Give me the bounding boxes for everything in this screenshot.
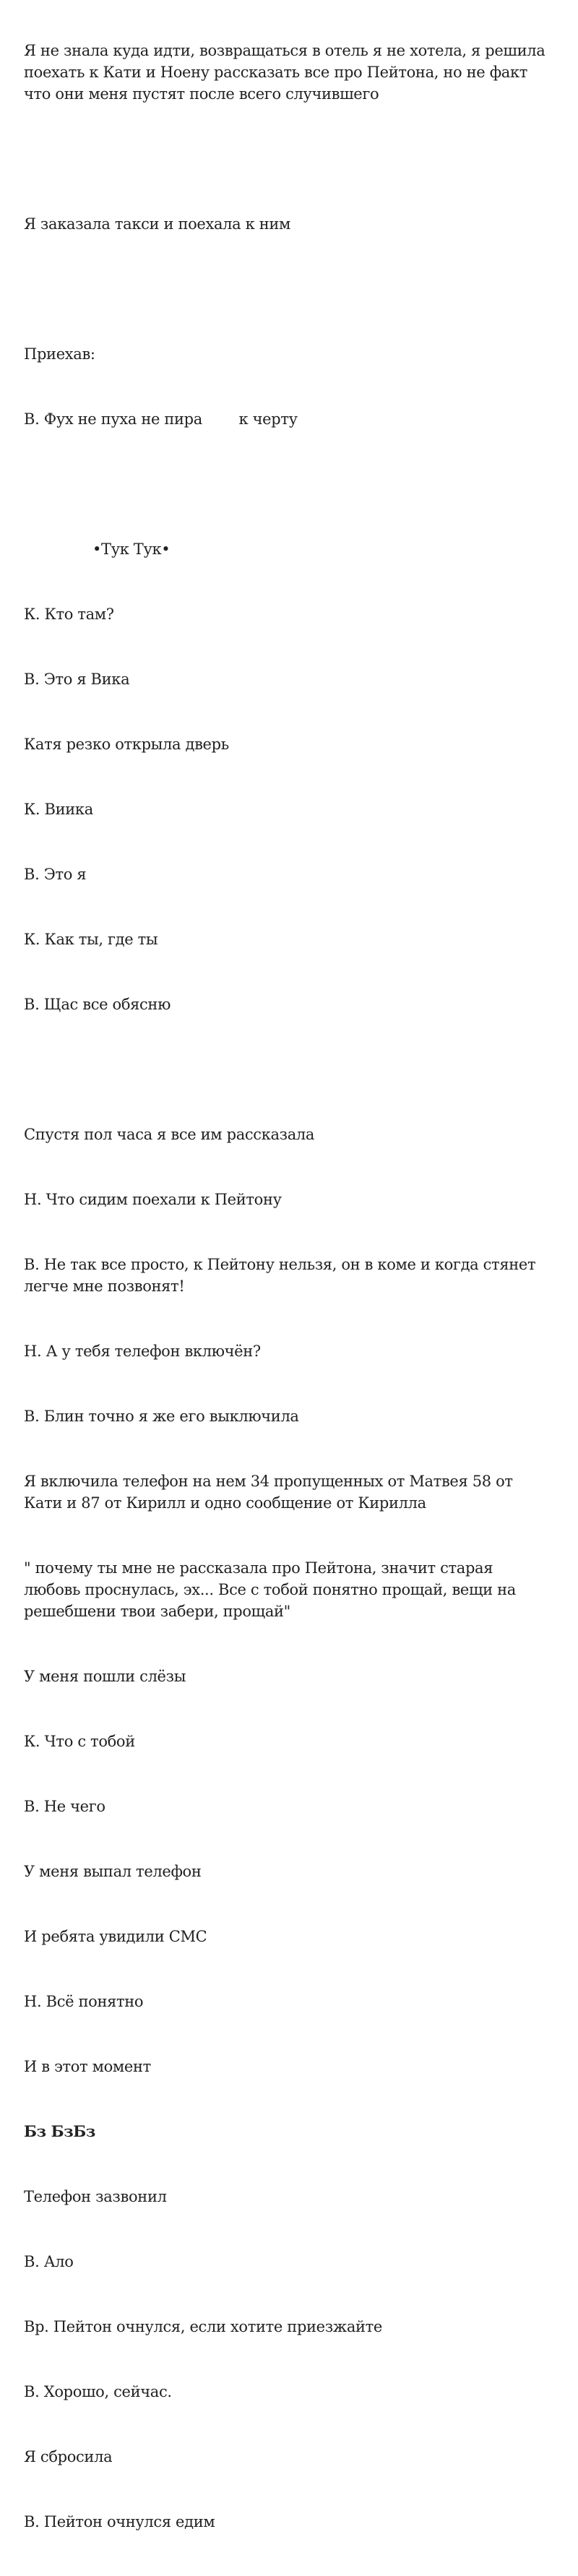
- dialogue-line: К. Виика: [24, 801, 93, 818]
- dialogue-line: В. Пейтон очнулся едим: [24, 2513, 215, 2530]
- blank-line: [24, 148, 551, 170]
- dialogue-line: Н. Всё понятно: [24, 1993, 144, 2010]
- dialogue-line: В. Ало: [24, 2253, 74, 2270]
- dialogue-line: В. Это я Вика: [24, 671, 130, 688]
- text-line: Я заказала такси и поехала к ним: [24, 215, 291, 233]
- text-line: Приехав:: [24, 345, 95, 363]
- text-line: У меня выпал телефон: [24, 1863, 202, 1880]
- text-line: Я сбросила: [24, 2448, 113, 2465]
- sound-effect-line: •Тук Тук•: [92, 540, 171, 558]
- text-line: И ребята увидили СМС: [24, 1928, 207, 1945]
- text-line: Катя резко открыла дверь: [24, 736, 229, 753]
- blank-line: [24, 473, 551, 495]
- story-text: [24, 0, 551, 2576]
- text-line: Я включила телефон на нем 34 пропущенных от Матвея 58 от Кати и 87 от Кирилл и одно сообщение от Кирилла: [24, 1473, 517, 1512]
- dialogue-line: К. Как ты, где ты: [24, 931, 158, 948]
- dialogue-line: В. Не так все просто, к Пейтону нельзя, он в коме и когда стянет легче мне позвонят!: [24, 1256, 540, 1295]
- dialogue-line: Вр. Пейтон очнулся, если хотите приезжайте: [24, 2318, 382, 2335]
- dialogue-line: В. Фух не пуха не пира к черту: [24, 410, 298, 428]
- text-line: И в этот момент: [24, 2058, 151, 2075]
- dialogue-line: Н. А у тебя телефон включён?: [24, 1343, 261, 1360]
- dialogue-line: В. Блин точно я же его выключила: [24, 1408, 299, 1425]
- paragraph-intro: Я не знала куда идти, возвращаться в отель я не хотела, я решила поехать к Кати и Ноену рассказать все про Пейтона, но не факт что они меня пустят после всего случившего: [24, 42, 550, 103]
- dialogue-line: В. Не чего: [24, 1798, 105, 1815]
- blank-line: [24, 1059, 551, 1080]
- dialogue-line: В. Это я: [24, 866, 87, 883]
- quoted-message: " почему ты мне не рассказала про Пейтона, значит старая любовь проснулась, эх... Все с тобой понятно прощай, вещи на решебшени твои забери, прощай": [24, 1559, 521, 1620]
- sound-effect-line: Бз БзБз: [24, 2122, 95, 2140]
- text-line: Спустя пол часа я все им рассказала: [24, 1126, 315, 1143]
- dialogue-line: К. Что с тобой: [24, 1733, 135, 1750]
- dialogue-line: Н. Что сидим поехали к Пейтону: [24, 1191, 282, 1208]
- blank-line: [24, 278, 551, 300]
- dialogue-line: К. Кто там?: [24, 606, 114, 623]
- dialogue-line: В. Щас все обясню: [24, 996, 171, 1013]
- dialogue-line: В. Хорошо, сейчас.: [24, 2383, 172, 2400]
- text-line: У меня пошли слёзы: [24, 1668, 186, 1685]
- text-line: Телефон зазвонил: [24, 2188, 167, 2205]
